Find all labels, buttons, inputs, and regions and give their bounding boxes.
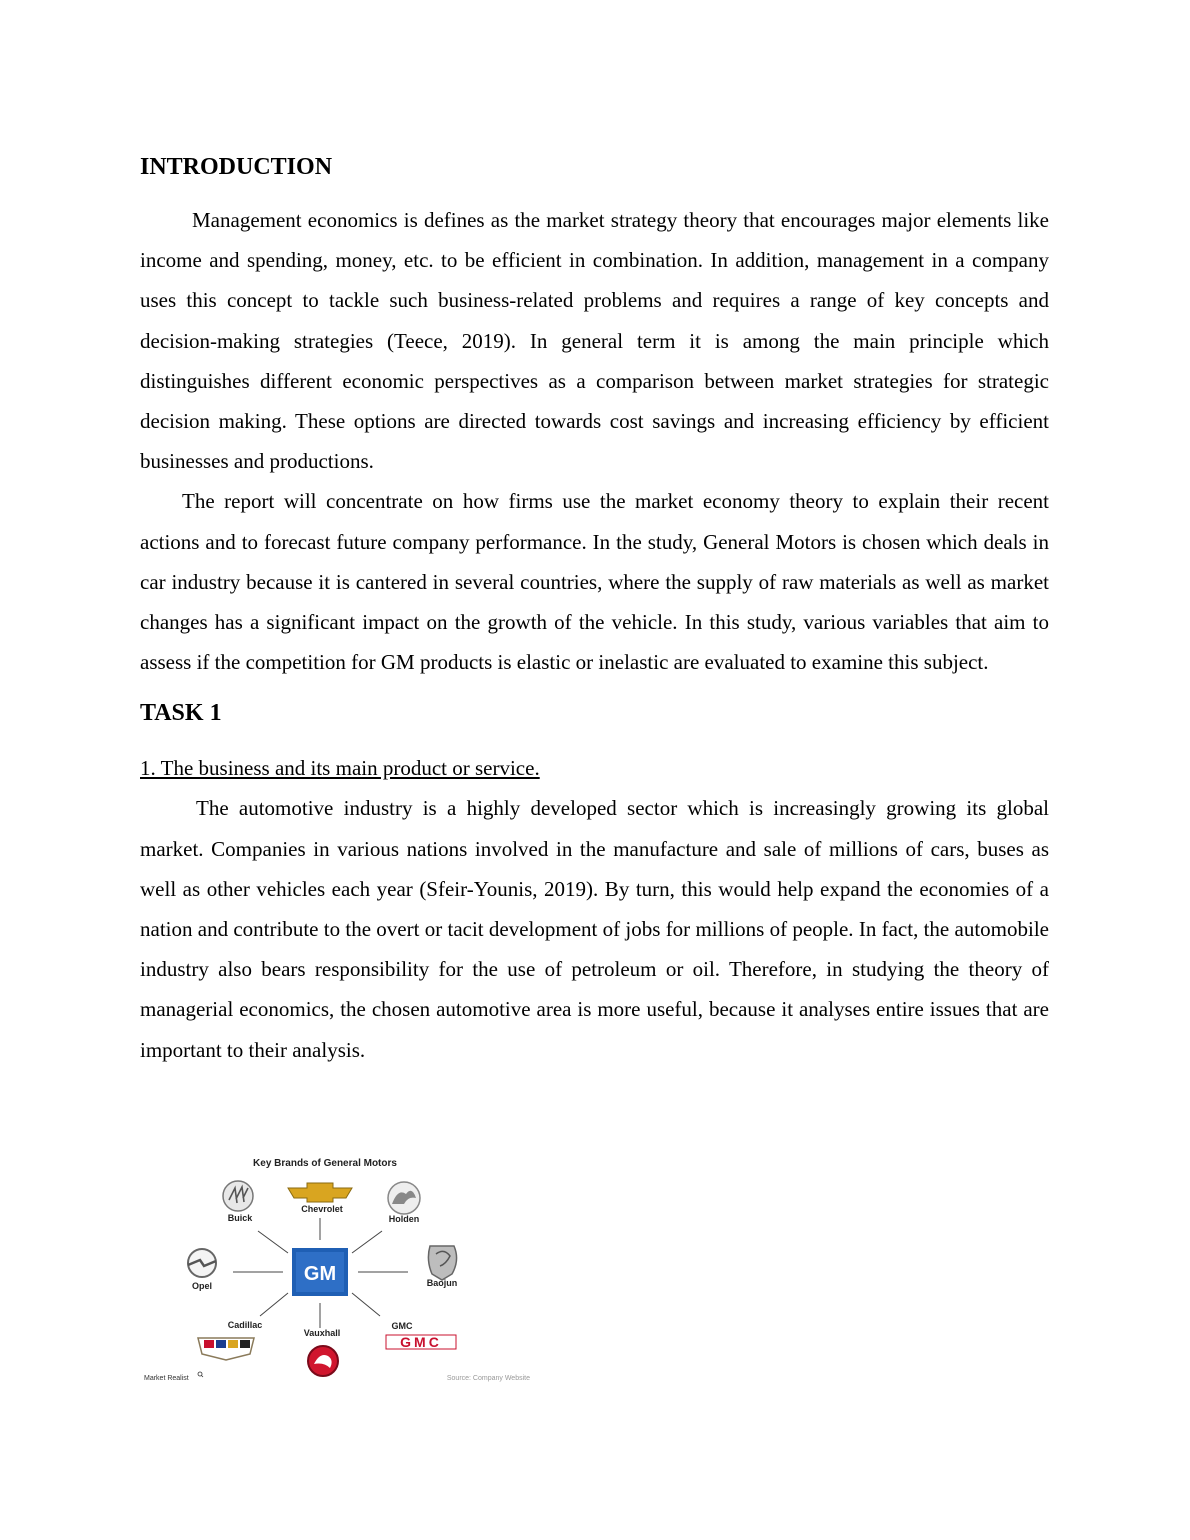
brand-label-holden: Holden [388,1214,420,1224]
figure-footer-right: Source: Company Website [446,1375,530,1382]
baojun-logo-icon [428,1246,456,1280]
brand-label-baojun: Baojun [426,1278,458,1288]
intro-paragraph-2: The report will concentrate on how firms use the market economy theory to explain their recent actions and to forecast future company performance. In the study, General Motors is chosen which deals in car industry because it is cantered in several countries, where the supply of raw materials as well as market changes has a significant impact on the growth of the vehicle. In this study, various variables that aim to assess if the competition for GM products is elastic or inelastic are evaluated to examine this subject. [140,489,1049,675]
vauxhall-logo-icon [308,1346,338,1376]
buick-logo-icon [223,1181,253,1211]
brand-label-vauxhall: Vauxhall [303,1328,341,1338]
magnifier-icon [198,1372,203,1377]
gmc-logo-text: GMC [400,1334,442,1350]
gm-logo-text: GM [303,1263,337,1285]
holden-logo-icon [388,1182,420,1214]
brand-label-opel: Opel [191,1281,213,1291]
brand-label-cadillac: Cadillac [227,1320,263,1330]
document-page [140,148,1049,1070]
chevrolet-logo-icon [288,1183,352,1202]
figure-title: Key Brands of General Motors [253,1158,397,1169]
brand-label-buick: Buick [227,1213,253,1223]
opel-logo-icon [188,1249,216,1277]
figure-footer-left: Market Realist [144,1375,189,1382]
gm-brands-diagram [140,1148,535,1388]
brand-label-chevrolet: Chevrolet [301,1204,343,1214]
cadillac-logo-icon [198,1338,254,1360]
task1-subheading: 1. The business and its main product or service. [140,756,540,781]
intro-paragraph-1: Management economics is defines as the market strategy theory that encourages major elements like income and spending, money, etc. to be efficient in combination. In addition, management in a company uses this concept to tackle such business-related problems and requires a range of key concepts and decision-making strategies (Teece, 2019). In general term it is among the main principle which distinguishes different economic perspectives as a comparison between market strategies for strategic decision making. These options are directed towards cost savings and increasing efficiency by efficient businesses and productions. [140,208,1049,474]
task1-paragraph-1: The automotive industry is a highly developed sector which is increasingly growing its global market. Companies in various nations involved in the manufacture and sale of millions of cars, buses as well as other vehicles each year (Sfeir-Younis, 2019). By turn, this would help expand the economies of a nation and contribute to the overt or tacit development of jobs for millions of people. In fact, the automobile industry also bears responsibility for the use of petroleum or oil. Therefore, in studying the theory of managerial economics, the chosen automotive area is more useful, because it analyses entire issues that are important to their analysis. [140,796,1049,1062]
brand-label-gmc: GMC [391,1321,413,1331]
introduction-heading: INTRODUCTION [140,154,333,180]
task1-heading: TASK 1 [140,700,222,727]
gm-brands-figure [140,1148,535,1388]
gmc-logo-icon [386,1334,456,1350]
